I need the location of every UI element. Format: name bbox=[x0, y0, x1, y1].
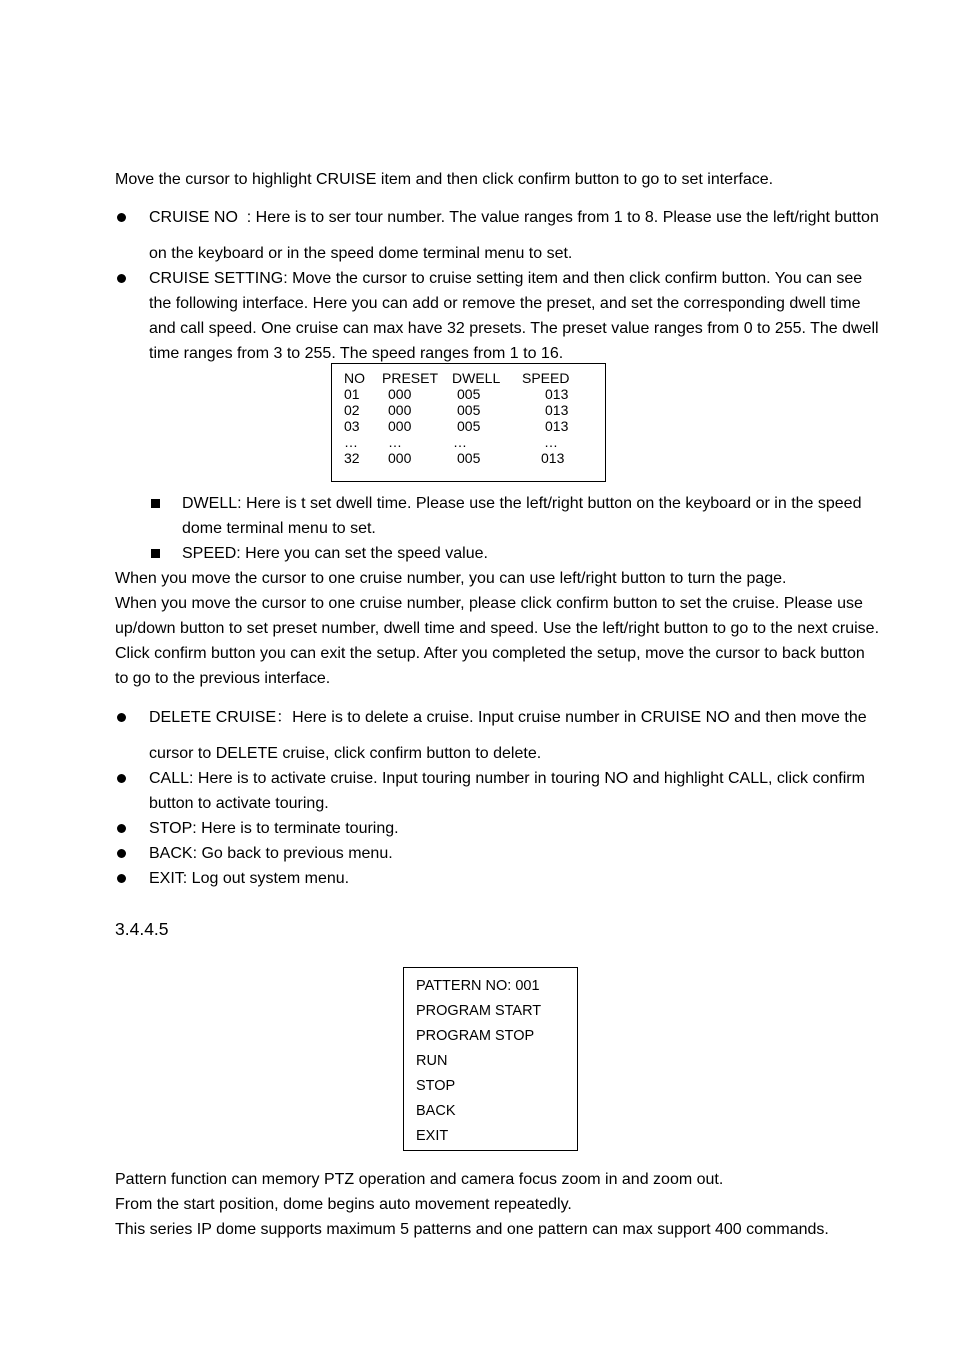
bullet-dot-icon bbox=[117, 713, 126, 722]
table-cell: 005 bbox=[457, 450, 481, 466]
delete-cruise-text-cont: cursor to DELETE cruise, click confirm button to delete. bbox=[149, 745, 542, 762]
table-cell: 005 bbox=[457, 402, 481, 418]
table-cell: 013 bbox=[545, 402, 569, 418]
turn-page-paragraph: When you move the cursor to one cruise number, you can use left/right button to turn the page. bbox=[115, 570, 787, 587]
table-cell: 000 bbox=[388, 450, 412, 466]
table-cell: 013 bbox=[545, 418, 569, 434]
section-number: 3.4.4.5 bbox=[115, 919, 169, 939]
table-header-preset: PRESET bbox=[382, 370, 439, 386]
table-cell: 03 bbox=[344, 418, 360, 434]
menu-item-program-stop: PROGRAM STOP bbox=[416, 1028, 535, 1044]
table-cell: 32 bbox=[344, 450, 360, 466]
call-text: CALL: Here is to activate cruise. Input touring number in touring NO and highlight CALL, click confirm bbox=[149, 770, 865, 787]
pattern-paragraph: Pattern function can memory PTZ operation and camera focus zoom in and zoom out. bbox=[115, 1171, 724, 1188]
table-cell: 005 bbox=[457, 418, 481, 434]
table-cell: 000 bbox=[388, 418, 412, 434]
bullet-dot-icon bbox=[117, 849, 126, 858]
intro-paragraph: Move the cursor to highlight CRUISE item and then click confirm button to go to set interface. bbox=[115, 171, 774, 188]
table-cell: … bbox=[388, 434, 402, 450]
menu-item-back: BACK bbox=[416, 1103, 456, 1119]
cruise-setting-text: time ranges from 3 to 255. The speed ranges from 1 to 16. bbox=[149, 345, 564, 362]
bullet-dot-icon bbox=[117, 824, 126, 833]
table-cell: 005 bbox=[457, 386, 481, 402]
menu-item-program-start: PROGRAM START bbox=[416, 1003, 542, 1019]
back-text: BACK: Go back to previous menu. bbox=[149, 845, 393, 862]
table-header-no: NO bbox=[344, 370, 365, 386]
setup-paragraph: to go to the previous interface. bbox=[115, 670, 331, 687]
bullet-dot-icon bbox=[117, 774, 126, 783]
table-cell: … bbox=[453, 434, 467, 450]
pattern-paragraph: This series IP dome supports maximum 5 patterns and one pattern can max support 400 commands. bbox=[115, 1221, 829, 1238]
cruise-setting-text: the following interface. Here you can add or remove the preset, and set the corresponding dwell time bbox=[149, 295, 861, 312]
pattern-paragraph: From the start position, dome begins auto movement repeatedly. bbox=[115, 1196, 572, 1213]
table-cell: 000 bbox=[388, 402, 412, 418]
menu-item-exit: EXIT bbox=[416, 1128, 449, 1144]
pattern-menu bbox=[403, 967, 578, 1151]
menu-item-run: RUN bbox=[416, 1053, 448, 1069]
delete-cruise-text: DELETE CRUISE：Here is to delete a cruise. Input cruise number in CRUISE NO and then move the bbox=[149, 709, 867, 726]
table-header-dwell: DWELL bbox=[452, 370, 501, 386]
cruise-table bbox=[331, 363, 606, 482]
call-text-cont: button to activate touring. bbox=[149, 795, 329, 812]
cruise-setting-text: CRUISE SETTING: Move the cursor to cruise setting item and then click confirm button. You can see bbox=[149, 270, 863, 287]
bullet-dot-icon bbox=[117, 274, 126, 283]
table-cell: 01 bbox=[344, 386, 360, 402]
bullet-dot-icon bbox=[117, 213, 126, 222]
exit-text: EXIT: Log out system menu. bbox=[149, 870, 350, 887]
table-cell: 02 bbox=[344, 402, 360, 418]
speed-text: SPEED: Here you can set the speed value. bbox=[182, 545, 488, 562]
setup-paragraph: up/down button to set preset number, dwell time and speed. Use the left/right button to go to the next cruise. bbox=[115, 620, 880, 637]
dwell-text-cont: dome terminal menu to set. bbox=[182, 520, 376, 537]
table-cell: 013 bbox=[541, 450, 565, 466]
dwell-text: DWELL: Here is t set dwell time. Please use the left/right button on the keyboard or in the speed bbox=[182, 495, 862, 512]
bullet-dot-icon bbox=[117, 874, 126, 883]
table-cell: 013 bbox=[545, 386, 569, 402]
cruise-no-text: CRUISE NO : Here is to ser tour number. The value ranges from 1 to 8. Please use the left/right button bbox=[149, 209, 879, 226]
menu-item-pattern-no: PATTERN NO: 001 bbox=[416, 978, 540, 994]
bullet-square-icon bbox=[151, 549, 160, 558]
table-cell: 000 bbox=[388, 386, 412, 402]
table-cell: … bbox=[544, 434, 558, 450]
stop-text: STOP: Here is to terminate touring. bbox=[149, 820, 399, 837]
cruise-setting-text: and call speed. One cruise can max have 32 presets. The preset value ranges from 0 to 255. The dwell bbox=[149, 320, 879, 337]
table-cell: … bbox=[344, 434, 358, 450]
bullet-square-icon bbox=[151, 499, 160, 508]
setup-paragraph: When you move the cursor to one cruise number, please click confirm button to set the cruise. Please use bbox=[115, 595, 863, 612]
table-header-speed: SPEED bbox=[522, 370, 570, 386]
cruise-no-text-cont: on the keyboard or in the speed dome terminal menu to set. bbox=[149, 245, 573, 262]
menu-item-stop: STOP bbox=[416, 1078, 456, 1094]
setup-paragraph: Click confirm button you can exit the setup. After you completed the setup, move the cursor to back button bbox=[115, 645, 865, 662]
